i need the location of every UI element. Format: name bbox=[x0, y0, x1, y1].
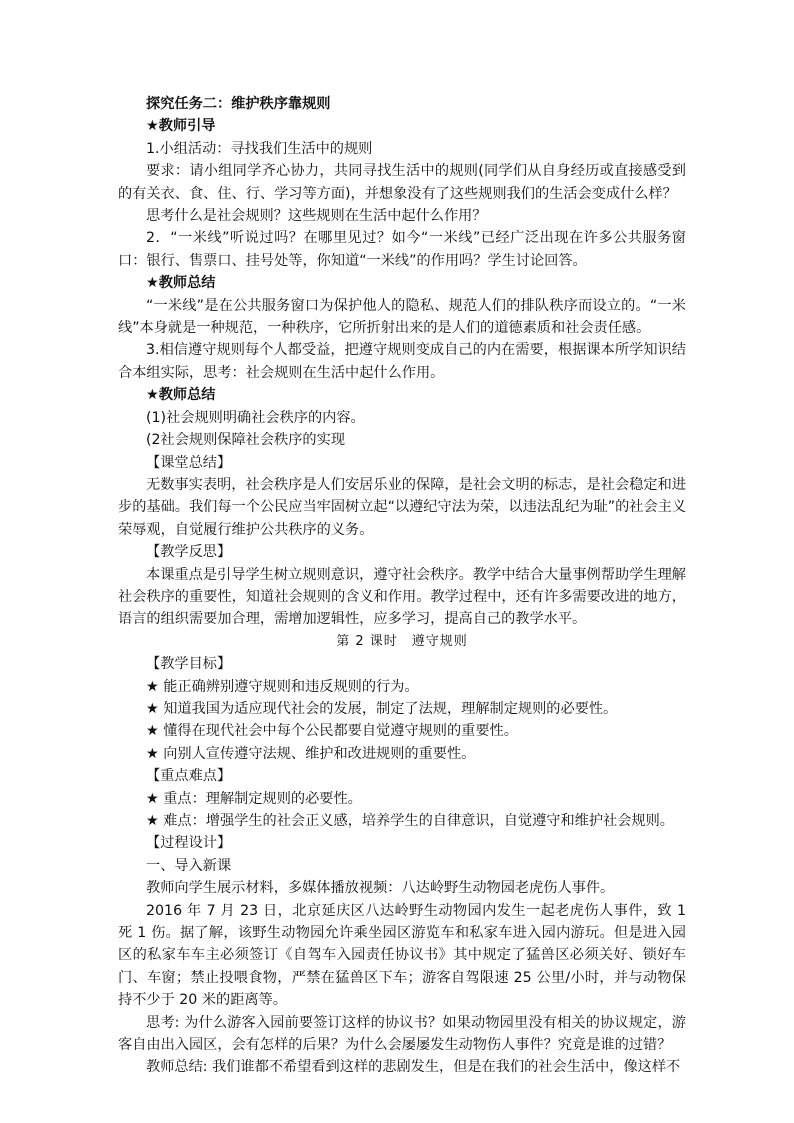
paragraph: ★ 难点：增强学生的社会正义感，培养学生的自律意识，自觉遵守和维护社会规则。 bbox=[146, 813, 674, 829]
paragraph: 【教学反思】 bbox=[146, 544, 232, 561]
paragraph: 一、导入新课 bbox=[146, 857, 232, 874]
paragraph: 本课重点是引导学生树立规则意识，遵守社会秩序。教学中结合大量事例帮助学生理解社会秩序的重要性，知道社会规则的含义和作用。教学过程中，还有许多需要改进的地方，语言的组织需要加合理，需增加逻辑性，应多学习，提高自己的教学水平。 bbox=[118, 566, 686, 628]
paragraph: 3.相信遵守规则每个人都受益，把遵守规则变成自己的内在需要，根据课本所学知识结合本组实际，思考：社会规则在生活中起什么作用。 bbox=[118, 342, 686, 381]
paragraph: ★ 知道我国为适应现代社会的发展，制定了法规，理解制定规则的必要性。 bbox=[146, 700, 618, 717]
paragraph: (1)社会规则明确社会秩序的内容。 bbox=[146, 409, 365, 426]
paragraph: 【课堂总结】 bbox=[146, 454, 232, 471]
section-heading: ★教师总结 bbox=[146, 387, 216, 404]
paragraph: 思考: 为什么游客入园前要签订这样的协议书？如果动物园里没有相关的协议规定，游客自由出入园区，会有怎样的后果？为什么会屡屡发生动物伤人事件？究竟是谁的过错？ bbox=[118, 1014, 686, 1054]
section-heading: ★教师引导 bbox=[146, 118, 216, 135]
paragraph: ★ 能正确辨别遵守规则和违反规则的行为。 bbox=[146, 678, 419, 695]
paragraph: 1.小组活动：寻找我们生活中的规则 bbox=[146, 140, 373, 157]
paragraph: (2社会规则保障社会秩序的实现 bbox=[146, 432, 346, 449]
paragraph: 2016 年 7 月 23 日，北京延庆区八达岭野生动物园内发生一起老虎伤人事件，致 1 死 1 伤。据了解，该野生动物园允许乘坐园区游览车和私家车进入园内游玩。但是进入园区的私家车车主必须签订《自驾车入园责任协议书》其中规定了猛兽区必须关好、锁好车门、车窗；禁止投喂食物，严禁在猛兽区下车；游客自驾限速 25 公里/小时，并与动物保持不少于 20 米的距离等。 bbox=[118, 902, 686, 1009]
paragraph: 教师总结: 我们谁都不希望看到这样的悲剧发生，但是在我们的社会生活中，像这样不 bbox=[146, 1059, 681, 1076]
section-heading: 探究任务二：维护秩序靠规则 bbox=[146, 96, 331, 112]
document-page bbox=[118, 93, 686, 1079]
paragraph: 思考什么是社会规则？这些规则在生活中起什么作用？ bbox=[146, 208, 487, 225]
paragraph: ★ 向别人宣传遵守法规、维护和改进规则的重要性。 bbox=[146, 745, 476, 762]
paragraph: ★ 重点：理解制定规则的必要性。 bbox=[146, 790, 362, 807]
paragraph: 要求：请小组同学齐心协力，共同寻找生活中的规则(同学们从自身经历或直接感受到的有关衣、食、住、行、学习等方面)，并想象没有了这些规则我们的生活会变成什么样？ bbox=[118, 163, 686, 202]
paragraph: 【过程设计】 bbox=[146, 835, 232, 852]
paragraph: 【重点难点】 bbox=[146, 768, 232, 785]
section-heading: ★教师总结 bbox=[146, 275, 216, 292]
paragraph: 教师向学生展示材料，多媒体播放视频：八达岭野生动物园老虎伤人事件。 bbox=[146, 880, 615, 897]
paragraph: 2．“一米线”听说过吗？在哪里见过？如今“一米线”已经广泛出现在许多公共服务窗口：银行、售票口、挂号处等，你知道“一米线”的作用吗？学生讨论回答。 bbox=[118, 230, 686, 269]
paragraph: “一米线”是在公共服务窗口为保护他人的隐私、规范人们的排队秩序而设立的。“一米线”本身就是一种规范，一种秩序，它所折射出来的是人们的道德素质和社会责任感。 bbox=[118, 297, 686, 337]
paragraph: 无数事实表明，社会秩序是人们安居乐业的保障，是社会文明的标志，是社会稳定和进步的基础。我们每一个公民应当牢固树立起“以遵纪守法为荣，以违法乱纪为耻”的社会主义荣辱观，自觉履行维护公共秩序的义务。 bbox=[118, 476, 687, 538]
paragraph: ★ 懂得在现代社会中每个公民都要自觉遵守规则的重要性。 bbox=[146, 723, 518, 740]
paragraph: 【教学目标】 bbox=[146, 656, 232, 673]
lesson-subtitle: 第 2 课时 遵守规则 bbox=[336, 633, 468, 649]
